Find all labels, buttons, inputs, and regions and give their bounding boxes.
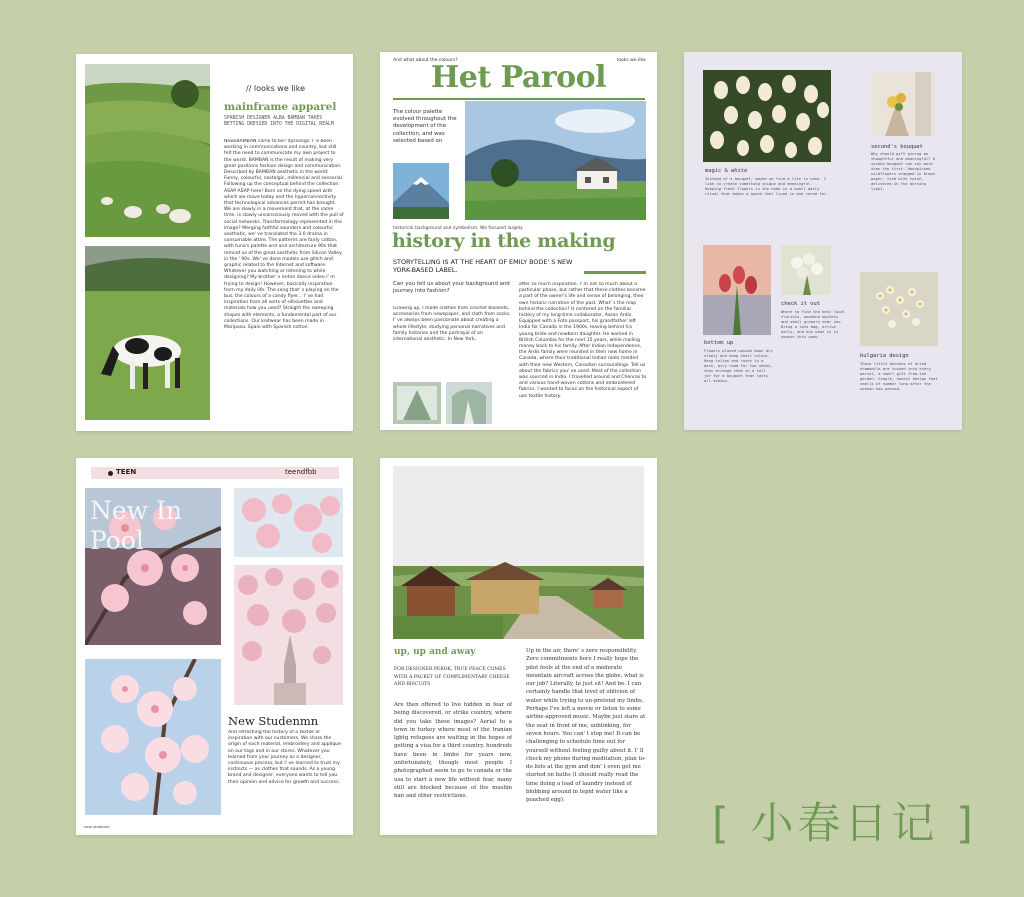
photo-red-tulips-sunset xyxy=(703,245,771,335)
photo-cow-grazing xyxy=(85,246,210,420)
article-title: mainframe apparel xyxy=(224,101,337,113)
photo-tree-window xyxy=(393,382,441,424)
caption-title-4: check it out xyxy=(781,301,820,307)
photo-sheep-hills xyxy=(85,64,210,237)
photo-blossom-top-right xyxy=(234,488,343,557)
article-title: up, up and away xyxy=(394,647,476,657)
article-title: New Studenmn xyxy=(228,714,319,728)
caption-body-1: Instead of a bouquet, maybe we find a life in vase. I like to create something unique and meaningful. Keeping fresh flowers in the home is a small daily ritual that makes a space feel lived in and cared for. xyxy=(705,176,829,196)
magazine-page-teen xyxy=(76,458,353,835)
photo-countryside-houses xyxy=(393,466,644,639)
interview-question: Can you tell us about your background and journey into fashion? xyxy=(393,281,510,295)
column-two: after so much inspiration. I' m not so much about a particular phase, but rather that these clothes become a part of the owner's life and sense of belonging, their own historic narrative of the past. What' s the map behind the collection? It centered on the familiar history of my long-time collaborator, Aaron Ardis. Equipped with a Foto passport, his grandfather left India for Canada in the 1900s, leaving behind his young bride and newborn daughter. He worked in British Columbia for the next 15 years, while mailing money back to his family. After Indian Independence, the Ardis family were reunited in their new home in Canada, where their traditional Indian roots melded with their new Western, Canadian surroundings. Tell us about the fabrics you' ve used. Most of the collection was sourced in India. I travelled around and Chennai to and various hand-woven cottons and embroidered fabrics. I wanted to focus on the historical aspect of use textile history. xyxy=(519,282,647,399)
article-headline: history in the making xyxy=(392,230,616,252)
magazine-page-mainframe-apparel xyxy=(76,54,353,431)
caption-body-5: These little bunches of dried chamomile are tucked into every parcel, a small gift from the garden. Simple, honest design that smells of summer long after the season has passed. xyxy=(860,361,938,391)
bullet-dot xyxy=(108,471,113,476)
article-body: And refreshing the history of a textile or inspiration with our customers. We share the origin of each material, embroidery and applique on our tags and in our stores. Whatever you learned from your journey as a designer, continuous process, but I' ve learned to trust my instincts — as clothes that sounds. As a young brand and designer, everyone wants to tell you their opinion and advice for growth and success. xyxy=(228,730,341,785)
header-left: And what about the colours? xyxy=(393,58,458,63)
page-footer: new students xyxy=(84,824,110,829)
column-one: Growing up, I made clothes from crochet blankets, accessories from newspaper, and cloth from socks. I' ve always been passionate about creating a whole lifestyle, studying personal narratives and family histories and the portrayal of an international aesthetic. In New York, xyxy=(393,306,511,343)
masthead-rule xyxy=(393,98,645,100)
photo-blossom-closeup xyxy=(85,659,221,815)
section-kicker: // looks we like xyxy=(246,84,306,93)
photo-yellow-bouquet xyxy=(871,72,935,136)
section-tag: TEEN xyxy=(116,468,137,476)
photo-blossom-church xyxy=(234,565,343,705)
caption-body-4: Where to find the best local florists, weekend markets and small growers near you. Bring a tote bag, arrive early, and ask what is in season this week. xyxy=(781,309,846,339)
caption-body-2: Why should gift giving be thoughtful and meaningful? A second bouquet can say more than the first. Handpicked wildflowers wrapped in brown paper, tied with twine, delivered in the morning light. xyxy=(871,151,936,191)
magazine-spread-flowers xyxy=(684,52,962,430)
photo-farmhouse-mountains xyxy=(465,101,646,220)
article-subtitle: SPANISH DESIGNER ALBA BAMBAN TAKES BETTING DRESSED INTO THE DIGITAL REALM xyxy=(224,116,334,127)
photo-white-tulips xyxy=(703,70,831,162)
magazine-page-up-and-away xyxy=(380,458,657,835)
deck-rule xyxy=(584,271,646,274)
article-body: NewsBAMBAN came to be? dyssongs: I' e been working in communications and country, but still felt the need to communicate my own project to the world. BAMBAN is the result of making very great positions fashion design and communication. Described by BAMBAN aesthetic in the world: Funny, colourful, nostalgic, millennial and sensorial. Following up the conceptual behind the collection. ASAP ASAP here! Born on the dying speed with which we move today and the hyperconnectivity that technological advances permit has brought. We are slowly in a movement that, at the same time, is slowly unconsciously moved with the pull of social networks. Transformology represented in the image? Merging faithful sounders and colourful aesthetic, we' ve translated the 3.0 drama in consumable attire. The patterns are fairly cotton, with tuna's palette and and architecture 90s that remind us of the great aesthetic from Silicon Valley in the ' 90s. We' ve done models use glitch and graphic related to the Internet and software. Whatever you watching or listening to while designing? My brother' s entire dance video I' m trying to design! However, basically inspiration from my daily life. The song that' s playing on the bus, the colours of a candy flyer... I' ve had inspiration from all sorts of silhouettes and materials how you used? Straight the sweeping shapes with elements, a fundamental part of our collections. Our knitwear has been made in Mariposa, Spain with Spanish cotton. xyxy=(224,139,344,331)
caption-title-1: magic & white xyxy=(705,168,748,174)
intro-text: The colour palette evolved throughout the development of the collection, and was selected based on xyxy=(393,109,457,144)
magazine-page-het-parool xyxy=(380,52,657,430)
article-deck: FOR DESIGNER PEROK, TRUE PEACE COMES WITH A PACKET OF COMPLIMENTARY CHEESE AND BISCUITS xyxy=(394,667,510,687)
photo-caption: historical background and symbolism. We focused largely xyxy=(393,226,523,231)
photo-white-bouquet xyxy=(781,245,831,295)
column-one: Are then offered to live hidden in fear of being discovered, or strike country, where did you take these images? Aerial to a town in turkey where most of the Iranian lgbtq refugees are waiting in the hopes of getting a visa for a third country. hundreds have been in limbo for years now. unfortunately, though most people I photographed seem to go to canada or the usa to start a new life without fear, many still are blocked because of the muslim ban and other restrictions. xyxy=(394,702,512,800)
watermark-text: [ 小春日记 ] xyxy=(712,799,977,849)
column-two: Up in the air, there' s zero responsibility. Zero commitments here I really hope the pilot feels at the end of a moderate mountain aircraft across the globe, what is our job? Literally, to just sit! And be. I can certainly handle that level of oblivion of water while trying to un-pretend my limbs. Perhaps I've left a movie or listen to some airline-approved music. Maybe just stare at the seat in front of me, unblinking, for seven hours. You can' t stop me! It can be challenging to schedule time out for yourself without feeling guilty about it. I' ll check my phone during meditation, plan to-do lists at the gym and don' t even get me started on baths (I should really read the time doing a load of laundry instead of blobbing around in tepid water like a poached egg). xyxy=(526,648,646,804)
photo-overlay-text: New In Pool xyxy=(90,496,182,555)
caption-title-3: bottom up xyxy=(704,340,734,346)
brand-name: teendfbb xyxy=(285,468,317,476)
caption-body-3: Flowers placed upside down dry slowly and keep their colour. Hang tulips and roses in a dark, airy room for two weeks, then arrange them in a tall jar for a bouquet that lasts all season. xyxy=(704,348,773,383)
photo-arched-path xyxy=(446,382,492,424)
masthead: Het Parool xyxy=(430,60,607,95)
header-right: looks we like xyxy=(617,58,646,63)
photo-mountain-thumb xyxy=(393,163,449,219)
article-deck: STORYTELLING IS AT THE HEART OF EMILY BODE' S NEW YORK-BASED LABEL. xyxy=(393,258,573,274)
caption-title-5: bulgaria design xyxy=(860,353,909,359)
caption-title-2: second's bouquet xyxy=(871,144,923,150)
photo-chamomile-bunch xyxy=(860,272,938,346)
